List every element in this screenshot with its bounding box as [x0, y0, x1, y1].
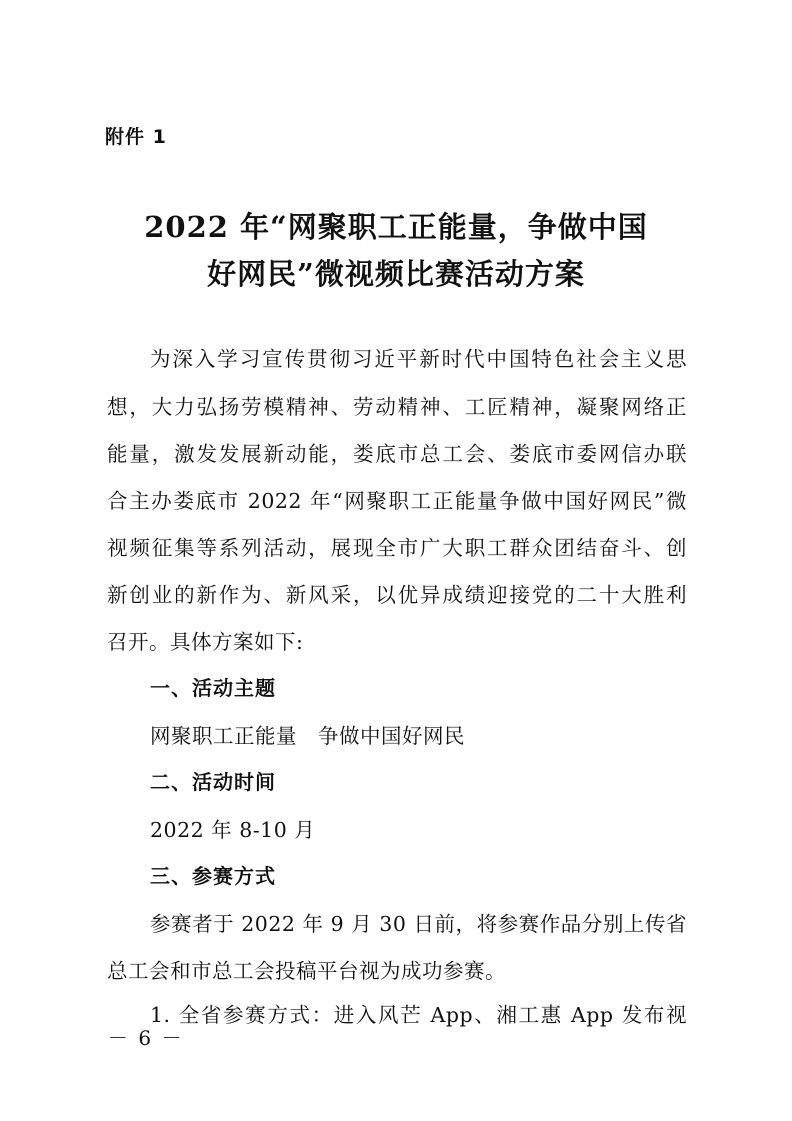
section-2-heading: 二、活动时间 — [150, 770, 276, 794]
intro-paragraph-line: 合主办娄底市 2022 年“网聚职工正能量争做中国好网民”微 — [107, 489, 687, 513]
section-3-line: 1. 全省参赛方式：进入风芒 App、湘工惠 App 发布视 — [150, 1003, 687, 1027]
page-number: － 6 － — [108, 1026, 184, 1050]
attachment-label: 附件 1 — [105, 126, 167, 148]
section-3-line: 总工会和市总工会投稿平台视为成功参赛。 — [107, 959, 506, 983]
intro-paragraph-line: 视频征集等系列活动，展现全市广大职工群众团结奋斗、创 — [107, 536, 687, 560]
intro-paragraph-line: 为深入学习宣传贯彻习近平新时代中国特色社会主义思 — [150, 347, 687, 371]
intro-paragraph-line: 新创业的新作为、新风采，以优异成绩迎接党的二十大胜利 — [107, 583, 687, 607]
document-title-line-2: 好网民”微视频比赛活动方案 — [207, 257, 585, 291]
intro-paragraph-line: 想，大力弘扬劳模精神、劳动精神、工匠精神，凝聚网络正 — [107, 395, 687, 419]
intro-paragraph-line: 召开。具体方案如下: — [107, 630, 304, 654]
section-2-content: 2022 年 8-10 月 — [150, 818, 316, 842]
section-1-heading: 一、活动主题 — [150, 676, 276, 700]
section-1-content: 网聚职工正能量 争做中国好网民 — [150, 724, 465, 748]
section-3-line: 参赛者于 2022 年 9 月 30 日前，将参赛作品分别上传省 — [150, 912, 687, 936]
section-3-heading: 三、参赛方式 — [150, 864, 276, 888]
intro-paragraph-line: 能量，激发发展新动能，娄底市总工会、娄底市委网信办联 — [107, 442, 687, 466]
document-title-line-1: 2022 年“网聚职工正能量，争做中国 — [144, 210, 648, 244]
